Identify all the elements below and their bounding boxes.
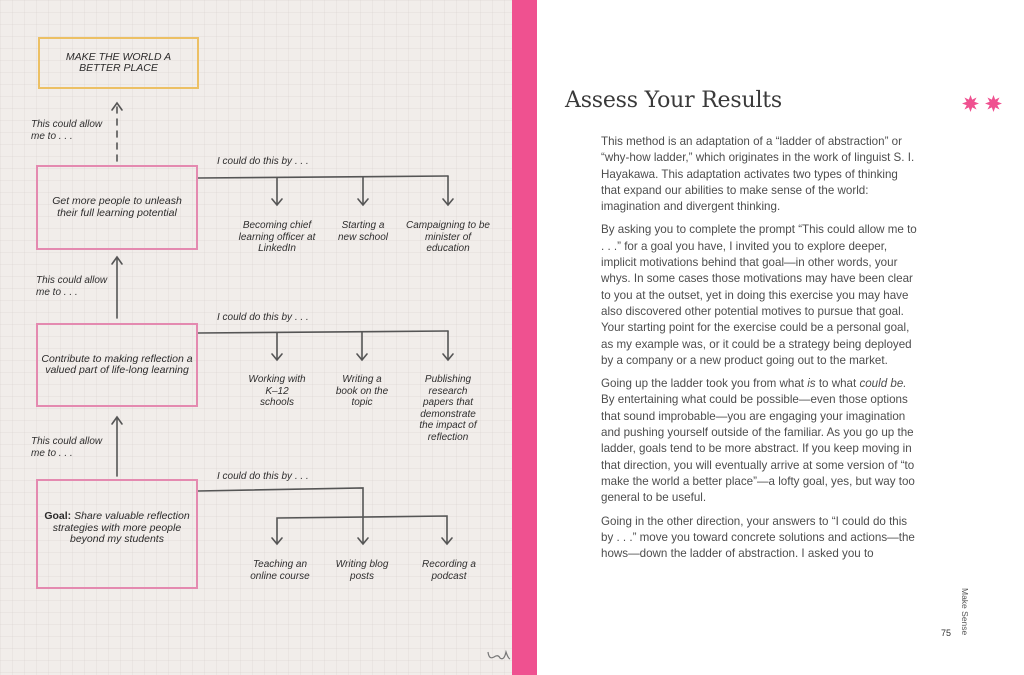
emphasis: is bbox=[807, 377, 816, 391]
text-run: to what bbox=[815, 377, 860, 391]
text-run: By entertaining what could be possible—even those options that sound improbable—you are engaging your imagination and pushing yourself outside of the familiar. As you go up the ladder, goals tend to be more abstract. If you keep moving in that direction, you will eventually arrive at some version of “to make the world a better place”—a lofty goal, yes, but way too general to be useful. bbox=[601, 393, 915, 505]
option-item: Recording a podcast bbox=[422, 559, 476, 582]
goal-text: Get more people to unleash their full learning potential bbox=[52, 195, 182, 219]
paragraph bbox=[601, 376, 917, 506]
page-number: 75 bbox=[941, 628, 952, 638]
pink-spine-band bbox=[512, 0, 537, 675]
top-goal-box bbox=[38, 37, 199, 89]
option-item: Working with K–12 schools bbox=[248, 374, 306, 408]
goal-text: Contribute to making reflection a valued part of life-long learning bbox=[41, 352, 193, 376]
star-rating bbox=[962, 95, 1002, 112]
text-run: Going up the ladder took you from what bbox=[601, 377, 808, 391]
option-item: Teaching an online course bbox=[250, 559, 310, 582]
section-title: Assess Your Results bbox=[565, 88, 783, 113]
how-label: I could do this by . . . bbox=[217, 312, 309, 323]
option-item: Campaigning to be minister of education bbox=[406, 220, 490, 254]
paragraph: This method is an adaptation of a “ladder of abstraction” or “why-how ladder,” which originates in the work of linguist S. I. Hayakawa. This adaptation activates two types of thinking that expand our abilities to make sense of the world: imagination and divergent thinking. bbox=[601, 135, 915, 214]
branch-line bbox=[198, 331, 448, 333]
goal-text-wrap bbox=[41, 511, 193, 546]
goal-text: Share valuable reflection strategies with more people beyond my students bbox=[52, 510, 190, 545]
how-label: I could do this by . . . bbox=[217, 471, 309, 482]
option-item: Writing a book on the topic bbox=[335, 374, 389, 408]
running-section-label: Make Sense bbox=[960, 588, 970, 636]
star-icon bbox=[985, 95, 1002, 112]
right-page bbox=[537, 0, 1024, 675]
goal-box-level-2 bbox=[36, 323, 198, 407]
option-item: Writing blog posts bbox=[335, 559, 389, 582]
goal-box-level-3 bbox=[36, 479, 198, 589]
goal-box-level-1 bbox=[36, 165, 198, 250]
option-item: Publishing research papers that demonstrate the impact of reflection bbox=[419, 374, 477, 443]
option-item: Becoming chief learning officer at LinkedIn bbox=[238, 220, 316, 254]
how-label: I could do this by . . . bbox=[217, 156, 309, 167]
branch-line bbox=[198, 176, 448, 178]
paragraph: Going in the other direction, your answers to “I could do this by . . .” move you toward concrete solutions and actions—the hows—down the ladder of abstraction. I asked you to bbox=[601, 514, 915, 561]
top-goal-text: MAKE THE WORLD A BETTER PLACE bbox=[65, 50, 172, 74]
goal-prefix: Goal: bbox=[44, 510, 72, 522]
body-text bbox=[601, 134, 917, 569]
why-label: This could allow me to . . . bbox=[31, 119, 103, 142]
why-label: This could allow me to . . . bbox=[36, 275, 108, 298]
scribble-mark-icon bbox=[486, 648, 512, 662]
branch-line bbox=[198, 488, 363, 543]
why-label: This could allow me to . . . bbox=[31, 436, 103, 459]
paragraph: By asking you to complete the prompt “This could allow me to . . .” for a goal you have, I invited you to explore deeper, implicit motivations behind that goal—in other words, your whys. In some cases those motivations may have been clear to you at the outset, yet in doing this exercise you may have also discovered other potential motives to pursue that goal. Your starting point for the exercise could be a personal goal, as my example was, or it could be a strategy being deployed by a company or a new product going out to the market. bbox=[601, 223, 917, 367]
option-item: Starting a new school bbox=[337, 220, 389, 243]
star-icon bbox=[962, 95, 979, 112]
emphasis: could be. bbox=[859, 377, 907, 391]
